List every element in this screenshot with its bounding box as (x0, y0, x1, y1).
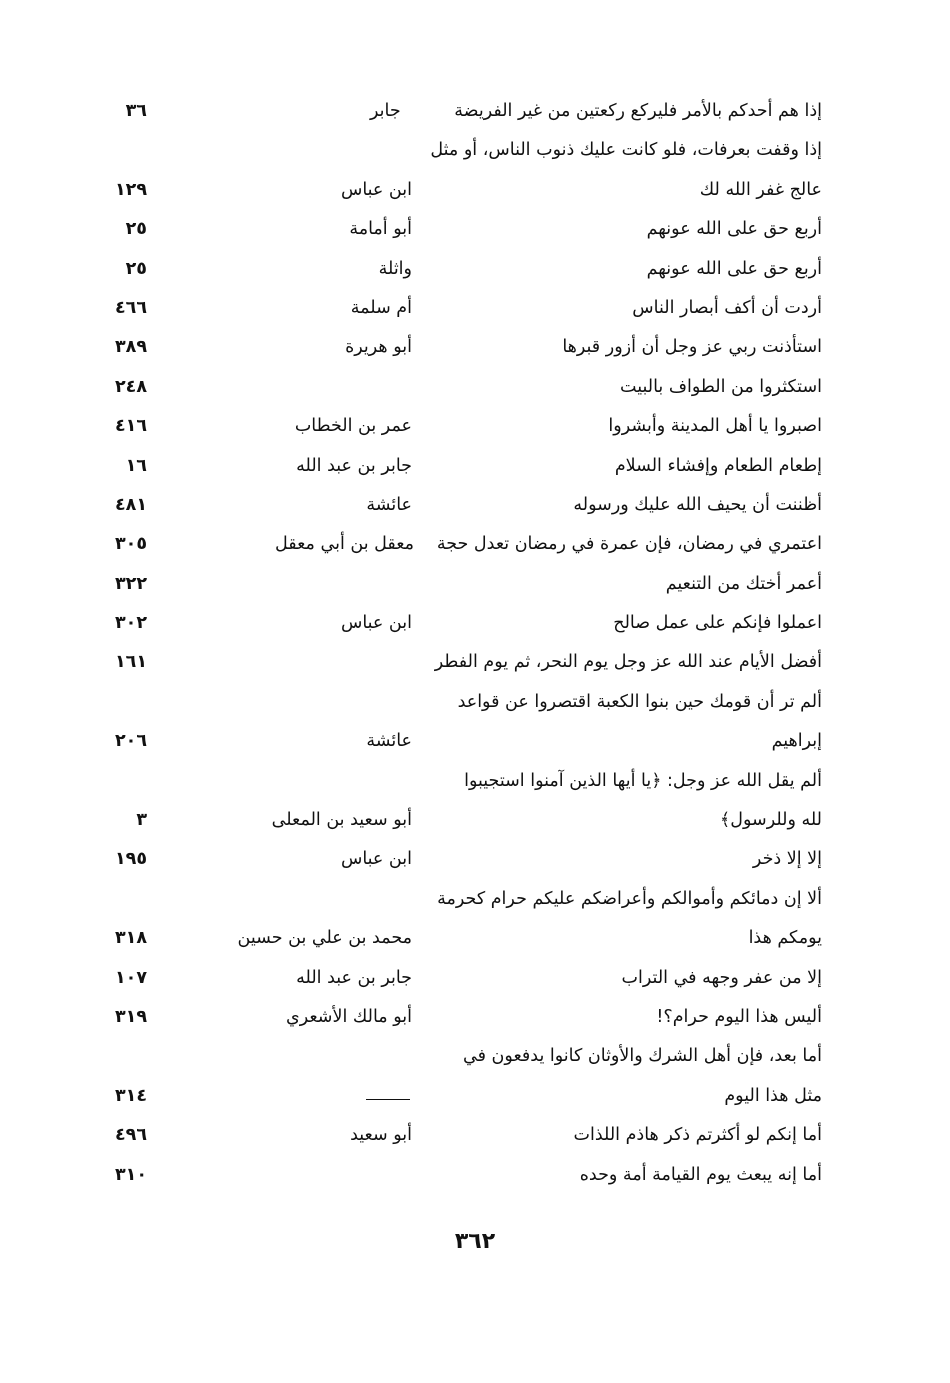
hadith-text: عالج غفر الله لك (699, 179, 822, 200)
index-row (0, 919, 950, 958)
hadith-text: يومكم هذا (748, 928, 822, 949)
narrator-dash (366, 1099, 410, 1100)
page-ref: ١٦١ (114, 652, 147, 673)
index-row (0, 998, 950, 1037)
hadith-text: اعتمري في رمضان، فإن عمرة في رمضان تعدل حجة (436, 534, 822, 555)
narrator-name: أم سلمة (350, 297, 412, 318)
index-row (0, 643, 950, 682)
hadith-text: ألم تر أن قومك حين بنوا الكعبة اقتصروا عن قواعد (457, 691, 822, 712)
hadith-text: أربع حق على الله عونهم (646, 258, 822, 279)
index-row (0, 604, 950, 643)
page-ref: ١٠٧ (114, 967, 147, 988)
index-row (0, 801, 950, 840)
index-row (0, 92, 950, 131)
page-ref: ٣٠٥ (114, 534, 147, 555)
page-ref: ٤٨١ (114, 494, 147, 515)
index-row (0, 447, 950, 486)
narrator-name: أبو مالك الأشعري (286, 1006, 412, 1027)
narrator-name: معقل بن أبي معقل (275, 534, 415, 555)
hadith-text: اعملوا فإنكم على عمل صالح (613, 613, 822, 634)
narrator-name: جابر بن عبد الله (296, 455, 412, 476)
index-row (0, 565, 950, 604)
hadith-text: مثل هذا اليوم (724, 1085, 822, 1106)
index-row (0, 289, 950, 328)
hadith-text: أعمر أختك من التنعيم (665, 573, 822, 594)
page-ref: ٣١٤ (114, 1085, 147, 1106)
hadith-text: أما إنه يبعث يوم القيامة أمة وحده (579, 1164, 822, 1185)
narrator-name: أبو سعيد (350, 1125, 412, 1146)
hadith-text: إلا إلا ذخر (752, 849, 822, 870)
page-ref: ١٢٩ (114, 179, 147, 200)
narrator-name: أبو هريرة (345, 337, 412, 358)
hadith-text: إبراهيم (771, 731, 822, 752)
index-row (0, 328, 950, 367)
page-ref: ١٩٥ (114, 849, 147, 870)
page-ref: ١٦ (125, 455, 147, 476)
index-row (0, 1077, 950, 1116)
page-number: ٣٦٢ (454, 1229, 496, 1254)
index-row (0, 250, 950, 289)
narrator-name: جابر (370, 101, 401, 121)
narrator-name: ابن عباس (340, 849, 412, 870)
hadith-text: استكثروا من الطواف بالبيت (620, 376, 822, 397)
index-row (0, 131, 950, 170)
narrator-name: جابر بن عبد الله (296, 967, 412, 988)
narrator-name: محمد بن علي بن حسين (237, 928, 412, 949)
index-row (0, 722, 950, 761)
hadith-text: إطعام الطعام وإفشاء السلام (614, 455, 822, 476)
page-ref: ٤١٦ (114, 416, 147, 437)
hadith-index-table (0, 92, 950, 1195)
hadith-text: ألم يقل الله عز وجل: ﴿يا أيها الذين آمنوا استجيبوا (464, 770, 822, 791)
hadith-text: أما إنكم لو أكثرتم ذكر هاذم اللذات (573, 1125, 822, 1146)
hadith-text: أما بعد، فإن أهل الشرك والأوثان كانوا يدفعون في (463, 1046, 822, 1067)
page-ref: ٢٠٦ (114, 731, 147, 752)
index-row (0, 1156, 950, 1195)
narrator-name: عائشة (366, 731, 412, 752)
index-row (0, 407, 950, 446)
index-row (0, 762, 950, 801)
narrator-name: ابن عباس (340, 179, 412, 200)
index-row (0, 1116, 950, 1155)
hadith-text: اصبروا يا أهل المدينة وأبشروا (608, 416, 822, 437)
index-row (0, 880, 950, 919)
hadith-text: أربع حق على الله عونهم (646, 219, 822, 240)
narrator-name: أبو سعيد بن المعلى (271, 810, 412, 831)
hadith-text: أفضل الأيام عند الله عز وجل يوم النحر، ثم يوم الفطر (434, 652, 822, 673)
hadith-text: لله وللرسول﴾ (720, 810, 822, 831)
page-ref: ٤٩٦ (114, 1125, 147, 1146)
index-row (0, 486, 950, 525)
page-ref: ٤٦٦ (114, 297, 147, 318)
hadith-text: أليس هذا اليوم حرام؟! (656, 1006, 822, 1027)
hadith-text: إذا وقفت بعرفات، فلو كانت عليك ذنوب الناس، أو مثل (430, 140, 822, 161)
narrator-name: عائشة (366, 494, 412, 515)
hadith-text: ألا إن دمائكم وأموالكم وأعراضكم عليكم حرام كحرمة (437, 888, 822, 909)
index-row (0, 683, 950, 722)
page-ref: ٣١٨ (114, 928, 147, 949)
page-ref: ٣٢٢ (114, 573, 147, 594)
page-ref: ٣٨٩ (114, 337, 147, 358)
index-row (0, 1037, 950, 1076)
page-ref: ٣١٠ (114, 1164, 147, 1185)
narrator-name: واثلة (378, 258, 412, 279)
page-ref: ٢٥ (125, 219, 147, 240)
narrator-name: أبو أمامة (349, 219, 412, 240)
index-row (0, 368, 950, 407)
index-row (0, 525, 950, 564)
narrator-name: ابن عباس (340, 613, 412, 634)
narrator-name: عمر بن الخطاب (294, 416, 412, 437)
page-ref: ٢٤٨ (114, 376, 147, 397)
index-row (0, 210, 950, 249)
index-row (0, 959, 950, 998)
page-ref: ٣٦ (125, 101, 147, 121)
page-ref: ٣ (136, 810, 147, 831)
hadith-text: أظننت أن يحيف الله عليك ورسوله (573, 494, 822, 515)
index-row (0, 840, 950, 879)
page-ref: ٣٠٢ (114, 613, 147, 634)
page-ref: ٣١٩ (114, 1006, 147, 1027)
hadith-text: أردت أن أكف أبصار الناس (632, 297, 822, 318)
hadith-text: استأذنت ربي عز وجل أن أزور قبرها (562, 337, 822, 358)
hadith-text: إذا هم أحدكم بالأمر فليركع ركعتين من غير الفريضة (454, 101, 822, 121)
page-ref: ٢٥ (125, 258, 147, 279)
index-row (0, 171, 950, 210)
hadith-text: إلا من عفر وجهه في التراب (621, 967, 822, 988)
